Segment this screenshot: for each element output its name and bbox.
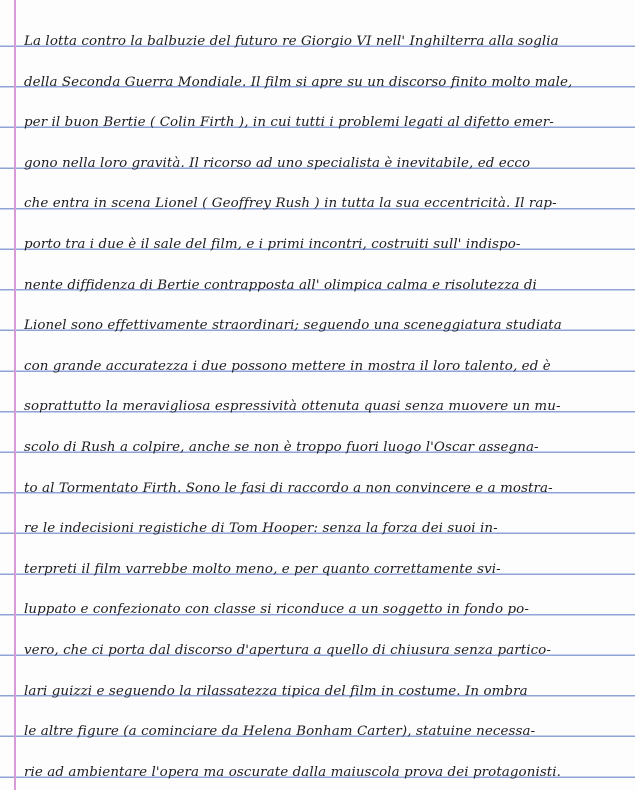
text-line: soprattutto la meravigliosa espressività ottenuta quasi senza muovere un mu- <box>24 399 561 415</box>
text-line: La lotta contro la balbuzie del futuro re Giorgio VI nell' Inghilterra alla soglia <box>24 34 559 49</box>
text-line: che entra in scena Lionel ( Geoffrey Rush ) in tutta la sua eccentricità. Il rap- <box>24 196 557 212</box>
text-line: re le indecisioni registiche di Tom Hooper: senza la forza dei suoi in- <box>24 521 498 537</box>
text-line: gono nella loro gravità. Il ricorso ad uno specialista è inevitabile, ed ecco <box>24 155 531 171</box>
text-line: con grande accuratezza i due possono mettere in mostra il loro talento, ed è <box>24 358 551 374</box>
margin-line <box>14 0 16 790</box>
text-line: nente diffidenza di Bertie contrapposta all' olimpica calma e risolutezza di <box>24 277 537 293</box>
text-line: luppato e confezionato con classe si riconduce a un soggetto in fondo po- <box>24 602 529 618</box>
text-line: della Seconda Guerra Mondiale. Il film si apre su un discorso finito molto male, <box>24 74 573 90</box>
text-line: le altre figure (a cominciare da Helena Bonham Carter), statuine necessa- <box>24 724 536 740</box>
text-line: vero, che ci porta dal discorso d'apertura a quello di chiusura senza partico- <box>24 642 551 658</box>
text-line: terpreti il film varrebbe molto meno, e per quanto correttamente svi- <box>24 561 501 577</box>
text-line: to al Tormentato Firth. Sono le fasi di raccordo a non convincere e a mostra- <box>24 480 553 496</box>
text-line: porto tra i due è il sale del film, e i primi incontri, costruiti sull' indispo- <box>24 236 521 252</box>
text-line: rie ad ambientare l'opera ma oscurate dalla maiuscola prova dei protagonisti. <box>24 764 562 780</box>
handwritten-text <box>24 22 628 790</box>
text-line: Lionel sono effettivamente straordinari; seguendo una sceneggiatura studiata <box>24 318 562 334</box>
text-line: per il buon Bertie ( Colin Firth ), in cui tutti i problemi legati al difetto emer- <box>24 115 554 131</box>
text-line: scolo di Rush a colpire, anche se non è troppo fuori luogo l'Oscar assegna- <box>24 439 539 455</box>
text-line: lari guizzi e seguendo la rilassatezza tipica del film in costume. In ombra <box>24 683 528 699</box>
